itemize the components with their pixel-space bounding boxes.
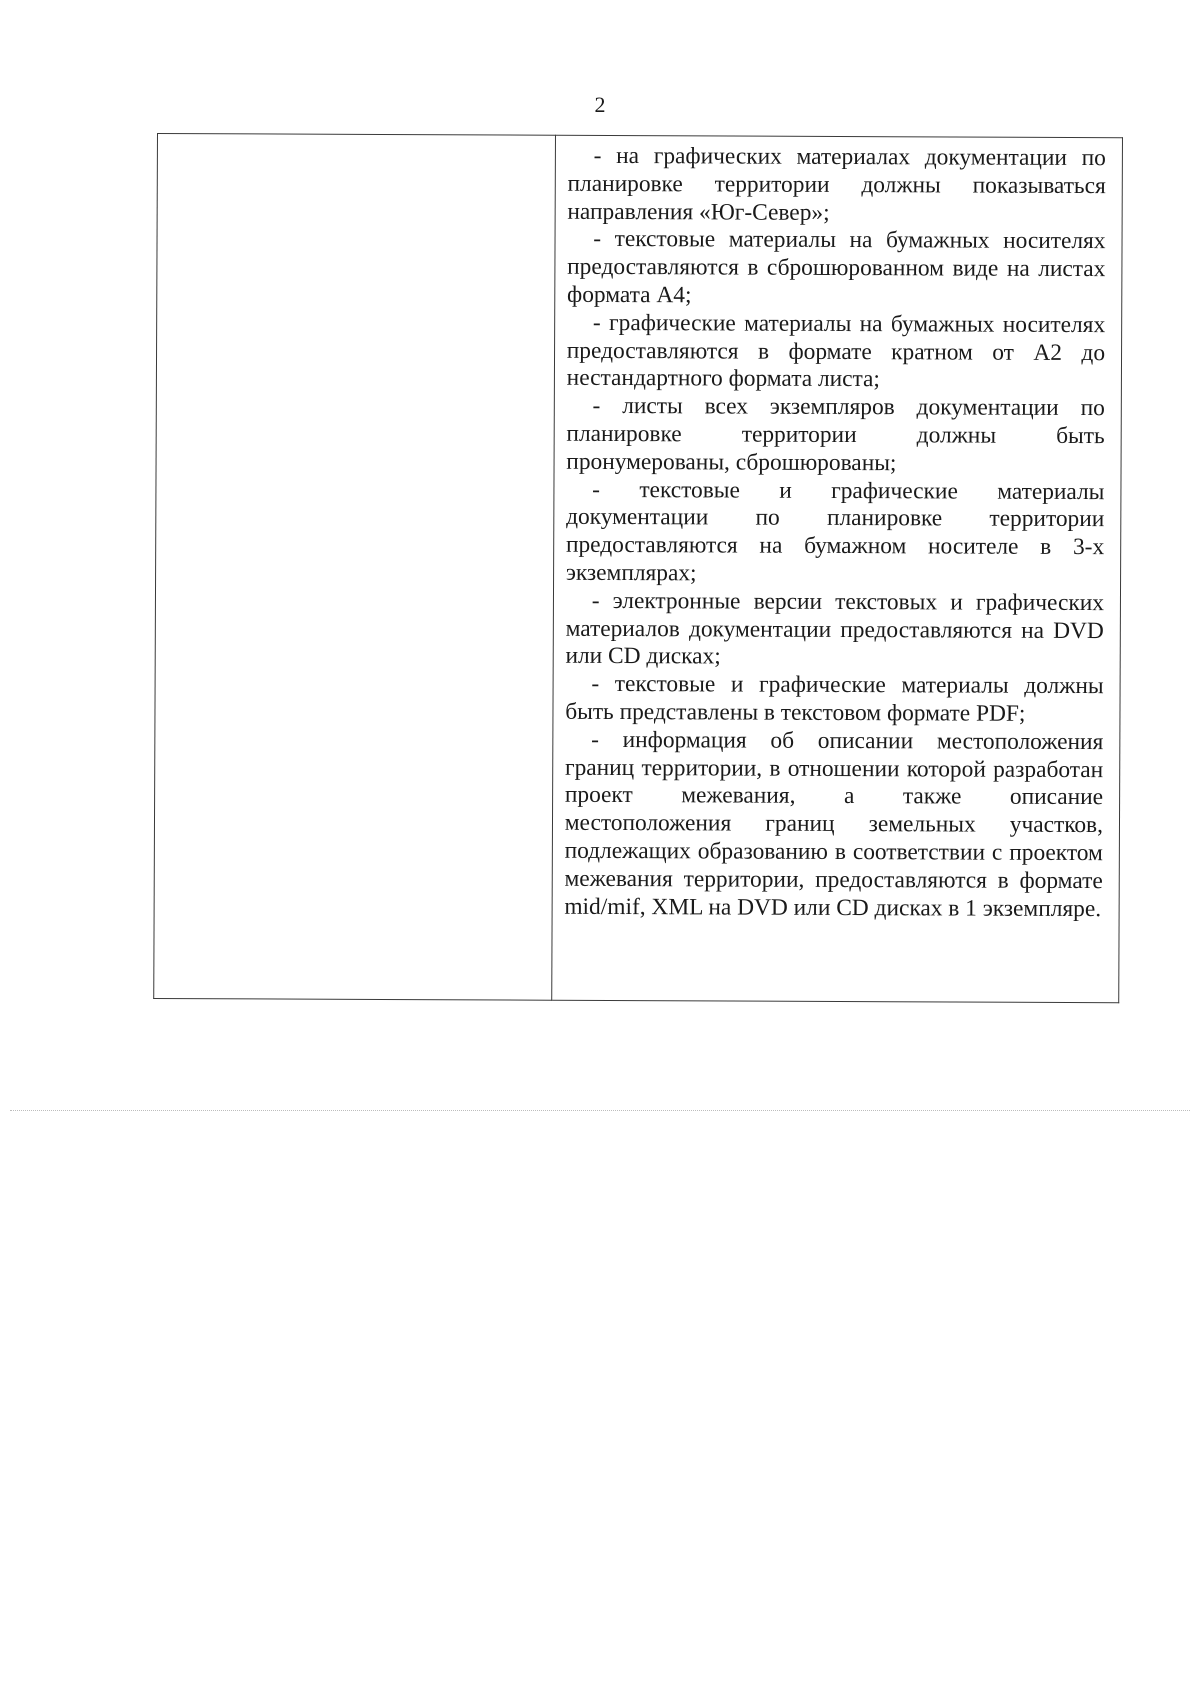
requirement-item: - информация об описании местоположения границ территории, в отношении которой разработан проект межевания, а также описание местоположения границ земельных участков, подлежащих образованию в соответствии с проектом межевания территории, предоставляются в формате mid/mif, XML на DVD или CD дисках в 1 экземпляре. bbox=[564, 726, 1104, 922]
requirement-item: - текстовые материалы на бумажных носителях предоставляются в сброшюрованном виде на листах формата А4; bbox=[567, 226, 1106, 309]
right-cell bbox=[551, 135, 1122, 1002]
requirement-item: - текстовые и графические материалы документации по планировке территории предоставляются на бумажном носителе в 3-х экземплярах; bbox=[565, 476, 1105, 587]
requirement-item: - текстовые и графические материалы должны быть представлены в текстовом формате PDF; bbox=[565, 671, 1104, 727]
table-row bbox=[154, 134, 1123, 1003]
scan-fold-line bbox=[10, 1110, 1190, 1111]
left-cell bbox=[154, 134, 556, 1001]
requirement-item: - графические материалы на бумажных носителях предоставляются в формате кратном от А2 до нестандартного формата листа; bbox=[566, 309, 1106, 393]
requirements-table bbox=[153, 133, 1123, 1003]
requirement-item: - листы всех экземпляров документации по планировке территории должны быть пронумерованы, сброшюрованы; bbox=[566, 393, 1105, 476]
page-number: 2 bbox=[594, 92, 606, 117]
requirement-item: - электронные версии текстовых и графических материалов документации предоставляются на DVD или CD дисках; bbox=[565, 587, 1105, 670]
requirement-item: - на графических материалах документации по планировке территории должны показываться направления «Юг-Север»; bbox=[567, 142, 1106, 226]
